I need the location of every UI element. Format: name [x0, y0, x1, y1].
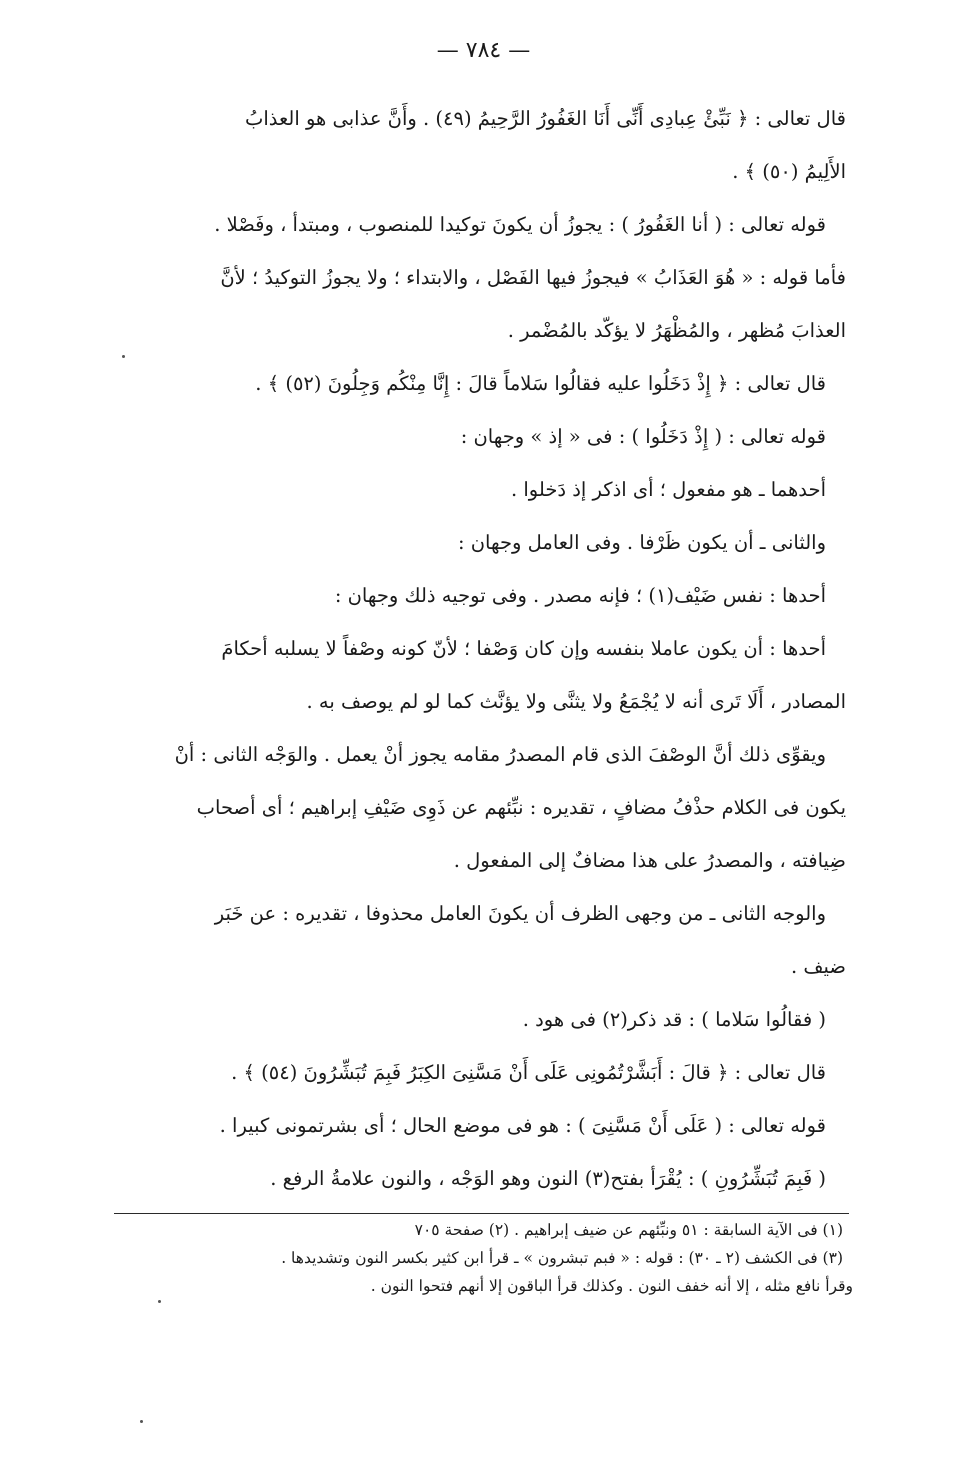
footnote-divider	[114, 1213, 849, 1214]
text-line: قوله تعالى : ( عَلَى أَنْ مَسَّنِىَ ) : هو فى موضع الحال ؛ أى بشرتمونى كبيرا .	[219, 1114, 826, 1137]
text-line: العذابَ مُظهر ، والمُظْهَرُ لا يؤكّد بالمُضْمر .	[507, 319, 846, 342]
text-line: قوله تعالى : ( إِذْ دَخَلُوا ) : فى « إذ » وجهان :	[460, 425, 826, 448]
main-text	[118, 92, 846, 1205]
text-line: والثانى ـ أن يكون ظَرْفا . وفى العامل وجهان :	[457, 531, 826, 554]
scan-speck	[140, 1420, 143, 1423]
text-line: والوجه الثانى ـ من وجهى الظرف أن يكونَ العامل محذوفا ، تقديره : عن خَبَر	[214, 902, 826, 925]
text-line: أحدهما ـ هو مفعول ؛ أى اذكر إذ دَخلوا .	[510, 478, 826, 501]
text-line: الأَلِيمُ (٥٠) ﴾ .	[732, 160, 846, 183]
scan-speck	[158, 1300, 161, 1303]
scan-speck	[122, 355, 125, 358]
text-line: ويقوِّى ذلك أنَّ الوصْفَ الذى قام المصدرُ مقامه يجوز أنْ يعمل . والوَجْه الثانى : أنْ	[174, 743, 826, 766]
text-line: ضيف .	[790, 955, 846, 978]
footnotes	[118, 1216, 853, 1300]
footnote-line: (١) فى الآية السابقة : ٥١ ونبِّئهم عن ضيف إبراهيم . (٢) صفحة ٧٠٥	[414, 1221, 843, 1239]
text-line: قال تعالى : ﴿ قالَ : أَبَشَّرْتُمُونِى عَلَى أَنْ مَسَّنِىَ الكِبَرُ فَبِمَ تُبَشِّرُونَ (٥٤) ﴾ .	[231, 1061, 826, 1084]
text-line: أحدها : نفس ضَيْف(١) ؛ فإنه مصدر . وفى توجيه ذلك وجهان :	[334, 584, 826, 607]
text-line: يكون فى الكلام حذْفُ مضافٍ ، تقديره : نبِّئهم عن ذَوِى ضَيْفِ إبراهيم ؛ أى أصحاب	[196, 796, 846, 819]
text-line: ( فَبِمَ تُبَشِّرُونِ ) : يُقْرَأ بفتح(٣) النون وهو الوَجْه ، والنون علامةُ الرفع .	[270, 1167, 826, 1190]
text-line: ( فقالُوا سَلاما ) : قد ذكر(٢) فى هود .	[522, 1008, 826, 1031]
text-line: قال تعالى : ﴿ إِذْ دَخَلُوا عليه فقالُوا سَلاماً قالَ : إِنَّا مِنْكُم وَجِلُونَ (٥٢) ﴾ .	[255, 372, 826, 395]
text-line: أحدها : أن يكون عاملا بنفسه وإن كان وَصْفا ؛ لأنّ كونه وصْفاً لا يسلبه أحكامَ	[221, 637, 826, 660]
text-line: قال تعالى : ﴿ نَبِّئْ عِبادِى أَنِّى أَنَا الغَفُورُ الرَّحِيمُ (٤٩) . وأَنَّ عذابى هو العذابُ	[244, 107, 846, 130]
footnote-line: وقرأ نافع مثله ، إلا أنه خفف النون . وكذلك قرأ الباقون إلا أنهم فتحوا النون .	[370, 1277, 853, 1295]
text-line: فأما قوله : « هُوَ العَذَابُ » فيجوزُ فيها الفَصْل ، والابتداء ؛ ولا يجوزُ التوكيدُ ؛ لأنَّ	[220, 266, 846, 289]
page-number: — ٧٨٤ —	[436, 38, 531, 63]
text-line: قوله تعالى : ( أنا الغَفُورُ ) : يجوزُ أن يكونَ توكيدا للمنصوب ، ومبتدأ ، وفَصْلا .	[214, 213, 826, 236]
text-line: ضِيافته ، والمصدرُ على هذا مضافٌ إلى المفعول .	[453, 849, 846, 872]
text-line: المصادر ، أَلَا تَرى أنه لا يُجْمَعُ ولا يثنَّى ولا يؤنَّث كما لو لم يوصف به .	[306, 690, 846, 713]
footnote-line: (٣) فى الكشف (٢ ـ ٣٠) : قوله : « فبم تبشرون » ـ قرأ ابن كثير بكسر النون وتشديدها .	[281, 1249, 843, 1267]
